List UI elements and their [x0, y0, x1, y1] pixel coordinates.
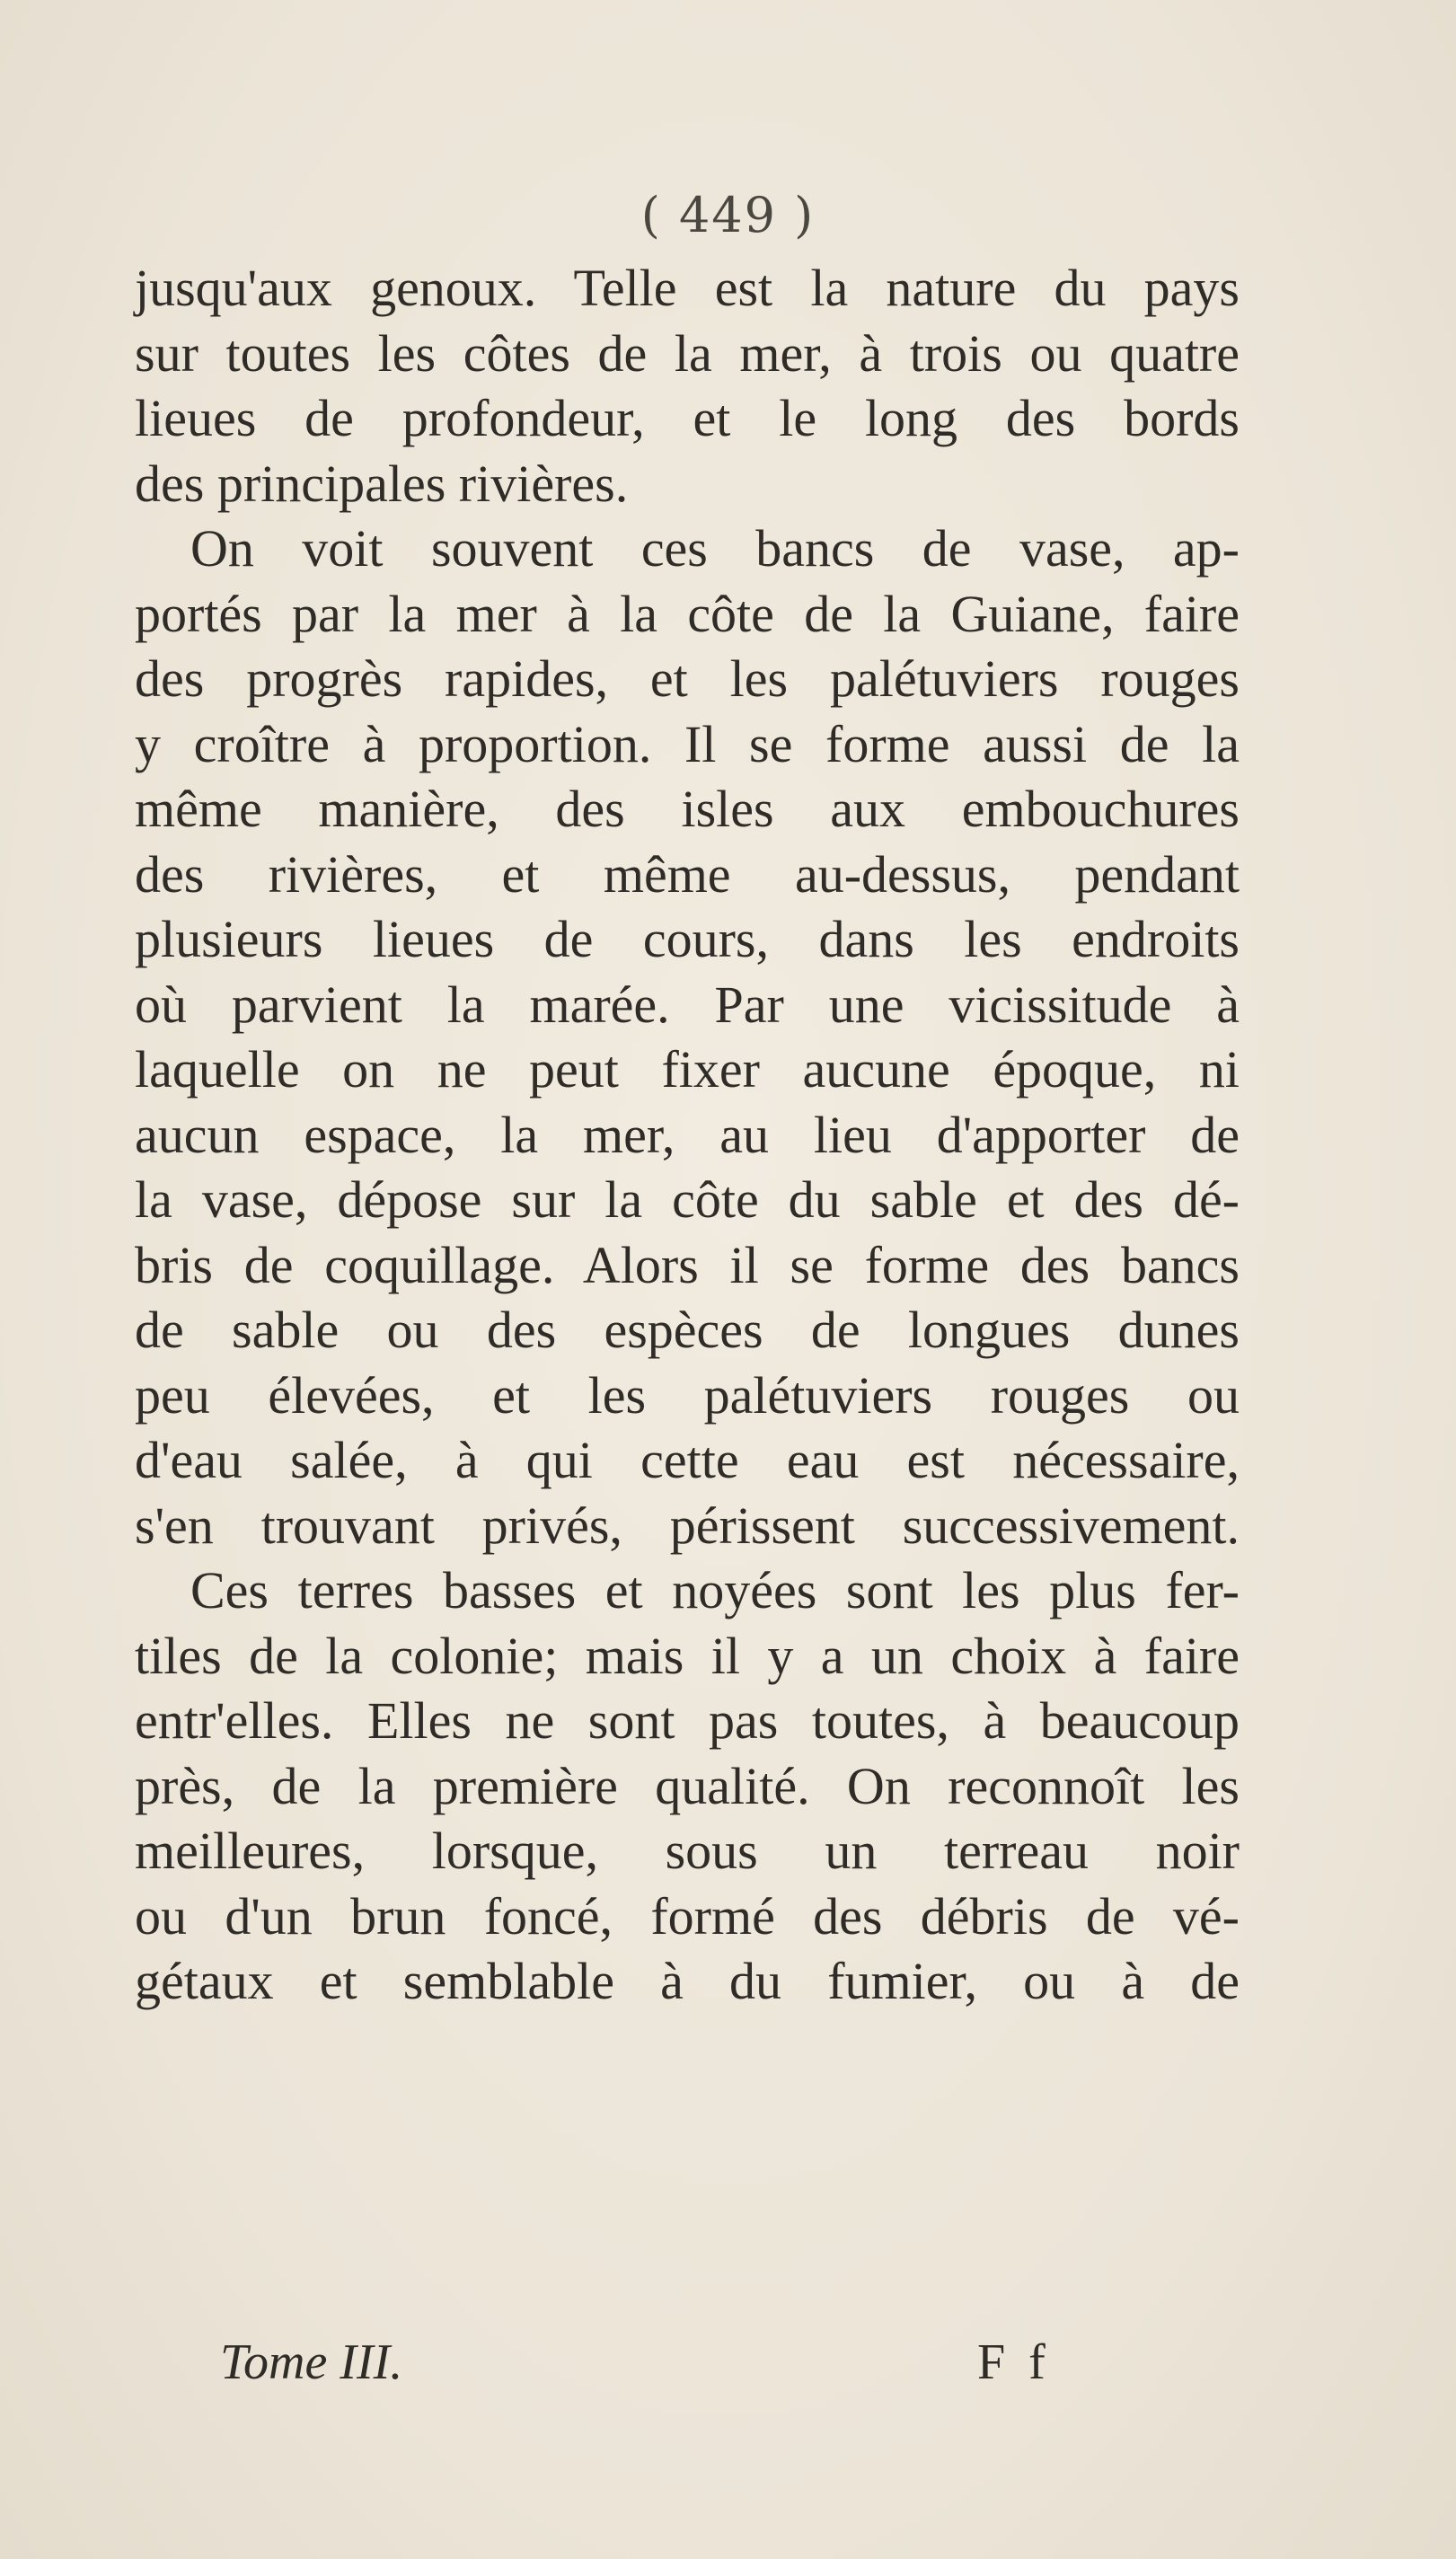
text-line: lieues de profondeur, et le long des bords: [135, 389, 1240, 447]
text-line: s'en trouvant privés, périssent successivement.: [135, 1496, 1240, 1555]
text-line: gétaux et semblable à du fumier, ou à de: [135, 1952, 1240, 2010]
text-line: portés par la mer à la côte de la Guiane, faire: [135, 584, 1240, 643]
text-line: laquelle on ne peut fixer aucune époque, ni: [135, 1040, 1240, 1099]
text-line: la vase, dépose sur la côte du sable et des dé-: [135, 1170, 1240, 1229]
paragraph-2: [135, 516, 1240, 1558]
text-line: bris de coquillage. Alors il se forme des bancs: [135, 1235, 1240, 1294]
text-line: entr'elles. Elles ne sont pas toutes, à beaucoup: [135, 1691, 1240, 1750]
text-line: y croître à proportion. Il se forme aussi de la: [135, 714, 1240, 773]
text-line: sur toutes les côtes de la mer, à trois ou quatre: [135, 323, 1240, 383]
paragraph-1: [135, 256, 1240, 516]
text-line: jusqu'aux genoux. Telle est la nature du pays: [135, 259, 1240, 317]
text-line: des principales rivières.: [135, 454, 629, 513]
paragraph-3: [135, 1558, 1240, 2015]
body-text: [135, 256, 1240, 2015]
text-line: de sable ou des espèces de longues dunes: [135, 1301, 1240, 1359]
text-line: aucun espace, la mer, au lieu d'apporter de: [135, 1105, 1240, 1164]
text-line: d'eau salée, à qui cette eau est nécessaire,: [135, 1431, 1240, 1489]
text-line: des progrès rapides, et les palétuviers rouges: [135, 649, 1240, 708]
page-number: ( 449 ): [640, 187, 816, 243]
text-line: ou d'un brun foncé, formé des débris de vé-: [135, 1886, 1240, 1946]
text-line: Ces terres basses et noyées sont les plus fer-: [190, 1561, 1240, 1619]
volume-label: Tome III.: [220, 2334, 403, 2390]
text-line: tiles de la colonie; mais il y a un choix à faire: [135, 1626, 1240, 1685]
text-line: où parvient la marée. Par une vicissitude à: [135, 975, 1240, 1034]
page-footer: [0, 2334, 1456, 2396]
text-line: même manière, des isles aux embouchures: [135, 780, 1240, 838]
signature-mark: F f: [977, 2334, 1051, 2390]
text-line: près, de la première qualité. On reconnoît les: [135, 1756, 1240, 1815]
text-line: plusieurs lieues de cours, dans les endroits: [135, 910, 1240, 968]
text-line: des rivières, et même au-dessus, pendant: [135, 844, 1240, 904]
text-line: peu élevées, et les palétuviers rouges ou: [135, 1365, 1240, 1425]
text-line: On voit souvent ces bancs de vase, ap-: [190, 519, 1240, 578]
text-line: meilleures, lorsque, sous un terreau noir: [135, 1822, 1240, 1880]
